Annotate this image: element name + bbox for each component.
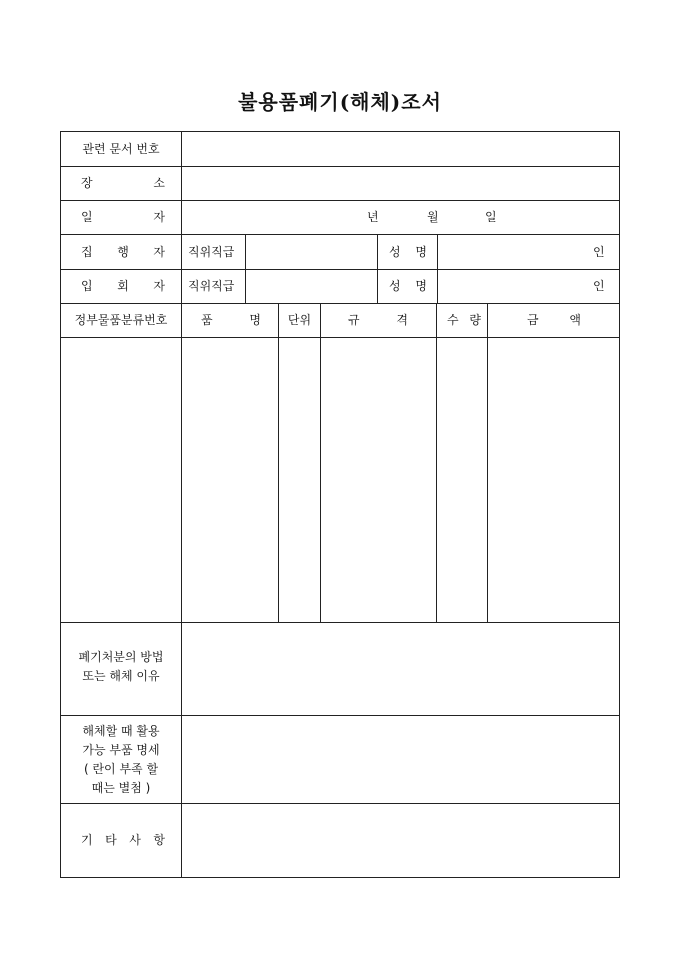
executor-position-field[interactable]: [246, 235, 377, 269]
witness-label: 입 회 자: [81, 279, 165, 293]
other-field[interactable]: [182, 804, 619, 877]
spec-header: 규 격: [348, 313, 408, 327]
unit-header: 단위: [287, 313, 312, 327]
classification-number-header: 정부물품분류번호: [74, 313, 168, 327]
form-title: 불용품폐기(해체)조서: [238, 90, 442, 114]
executor-position-label: 직위직급: [188, 245, 235, 259]
date-label: 일 자: [81, 210, 165, 224]
disposal-method-label: 폐기처분의 방법 또는 해체 이유: [78, 650, 164, 683]
amount-cell[interactable]: [488, 338, 619, 622]
witness-position-field[interactable]: [246, 270, 377, 303]
place-label: 장 소: [81, 176, 165, 190]
item-name-header: 품 명: [201, 313, 261, 327]
witness-name-field[interactable]: [438, 270, 619, 303]
usable-parts-label: 해체할 때 활용 가능 부품 명세 ( 란이 부족 할 때는 별첨 ): [82, 724, 160, 795]
date-month-label: 월: [427, 210, 439, 224]
column-divider: [377, 234, 378, 303]
place-field[interactable]: [182, 167, 619, 200]
witness-position-label: 직위직급: [188, 279, 235, 293]
unit-cell[interactable]: [279, 338, 320, 622]
date-year-label: 년: [367, 210, 379, 224]
amount-header: 금 액: [527, 313, 581, 327]
executor-seal: 인: [593, 245, 605, 259]
usable-parts-field[interactable]: [182, 716, 619, 803]
item-name-cell[interactable]: [182, 338, 278, 622]
executor-name-label: 성 명: [389, 245, 427, 259]
classification-number-cell[interactable]: [62, 338, 181, 622]
other-label: 기 타 사 항: [81, 833, 165, 847]
disposal-method-field[interactable]: [182, 623, 619, 715]
row-divider: [61, 303, 619, 304]
related-doc-label: 관련 문서 번호: [82, 142, 160, 156]
quantity-cell[interactable]: [437, 338, 487, 622]
executor-name-field[interactable]: [438, 235, 619, 269]
spec-cell[interactable]: [321, 338, 436, 622]
disposal-report-form: [60, 131, 620, 878]
date-day-label: 일: [485, 210, 497, 224]
witness-name-label: 성 명: [389, 279, 427, 293]
witness-seal: 인: [593, 279, 605, 293]
executor-label: 집 행 자: [81, 245, 165, 259]
quantity-header: 수 량: [447, 313, 481, 327]
date-field[interactable]: [182, 201, 619, 234]
related-doc-field[interactable]: [182, 133, 619, 166]
